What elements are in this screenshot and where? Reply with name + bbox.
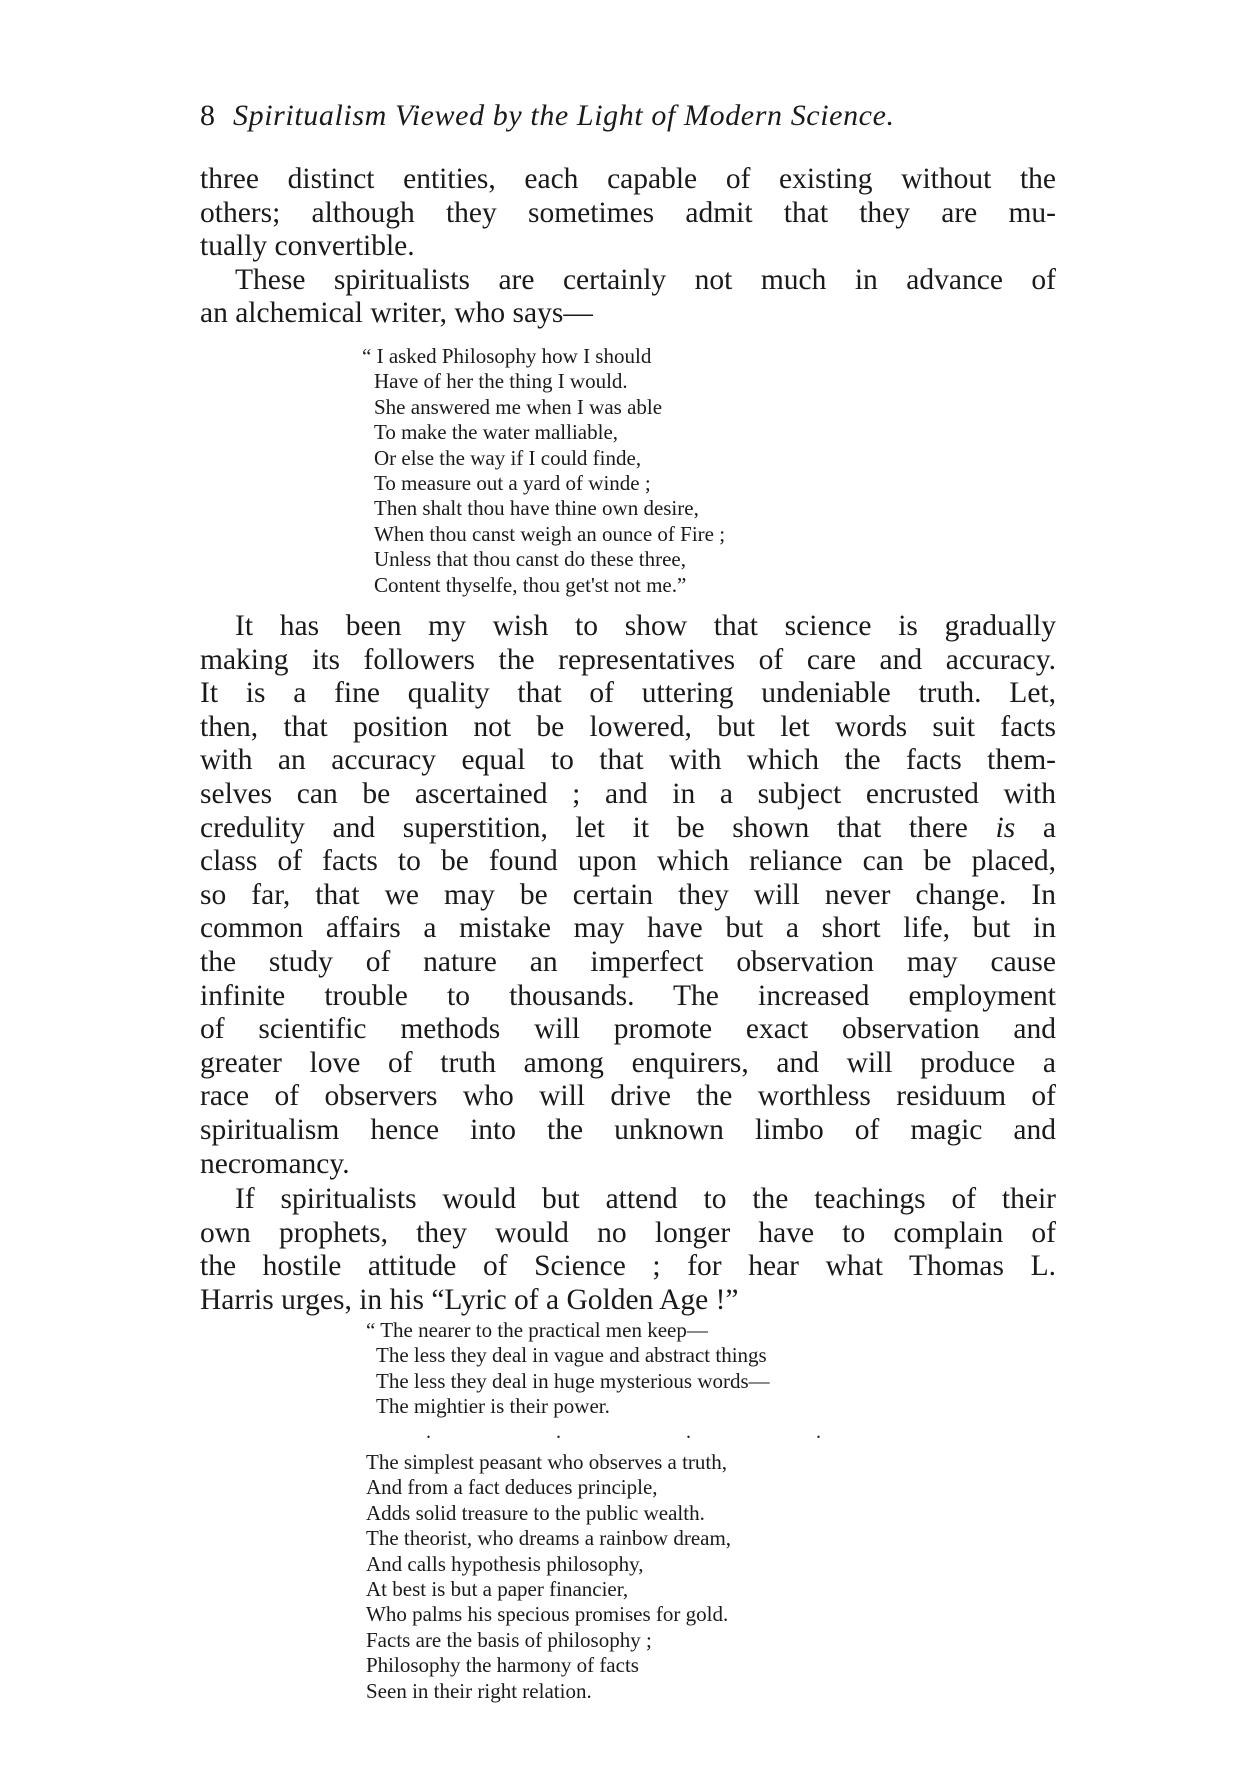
verse-line: When thou canst weigh an ounce of Fire ; [374,521,726,546]
science-paragraph-block [200,610,1056,1181]
running-title: Spiritualism Viewed by the Light of Modern Science. [233,99,895,132]
harris-verse-part1 [366,1318,881,1445]
text-line: of scientific methods will promote exact observation and [200,1013,1056,1046]
text-line: the hostile attitude of Science ; for hear what Thomas L. [200,1250,1056,1283]
harris-verse-part2 [366,1450,731,1704]
opening-paragraphs [200,163,1056,331]
verse-line: Or else the way if I could finde, [374,445,642,470]
text-line: class of facts to be found upon which reliance can be placed, [200,845,1056,878]
text-line: If spiritualists would but attend to the teachings of their [235,1183,1056,1215]
verse-line: The simplest peasant who observes a truth, [366,1450,727,1474]
paragraph-alchemical [200,264,1056,331]
text-line: Harris urges, in his “Lyric of a Golden Age !” [200,1283,739,1316]
emphasized-word: is [995,811,1016,844]
text-line-emphasis [200,812,1056,846]
verse-line: To measure out a yard of winde ; [374,471,651,496]
verse-line: The less they deal in huge mysterious words— [376,1368,770,1393]
verse-line: The mightier is their power. [376,1394,610,1419]
verse-line: Philosophy the harmony of facts [366,1653,639,1678]
running-header [200,96,1060,136]
verse-line: Facts are the basis of philosophy ; [366,1627,652,1652]
text-segment: credulity and superstition, let it be shown that there [200,811,968,844]
text-line: common affairs a mistake may have but a short life, but in [200,912,1056,945]
verse-line: Unless that thou canst do these three, [374,547,687,572]
verse-line: Have of her the thing I would. [374,369,628,394]
text-line: necromancy. [200,1147,350,1180]
verse-line: The less they deal in vague and abstract things [376,1343,767,1368]
verse-line: Then shalt thou have thine own desire, [374,496,699,521]
verse-line: Seen in their right relation. [366,1678,592,1703]
text-line: with an accuracy equal to that with which the facts them- [200,744,1056,777]
text-line: own prophets, they would no longer have to complain of [200,1216,1056,1249]
text-line: It has been my wish to show that science is gradually [235,610,1056,642]
text-line: spiritualism hence into the unknown limbo of magic and [200,1113,1056,1146]
text-line: It is a fine quality that of uttering undeniable truth. Let, [200,677,1056,710]
paragraph-prophets [200,1183,1056,1317]
text-line: others; although they sometimes admit that they are mu- [200,196,1056,229]
paragraph-continuation [200,163,1056,264]
verse-line: And from a fact deduces principle, [366,1475,658,1500]
paragraph-science [200,610,1056,1181]
verse-line: The theorist, who dreams a rainbow dream, [366,1526,732,1551]
text-line: race of observers who will drive the worthless residuum of [200,1080,1056,1113]
ellipsis-separator: . . . . [426,1420,881,1443]
verse-line: To make the water malliable, [374,420,619,445]
verse-line: “ I asked Philosophy how I should [362,344,652,368]
verse-line: At best is but a paper financier, [366,1577,629,1602]
page-number: 8 [200,99,215,132]
text-line: tually convertible. [200,230,415,263]
text-line: greater love of truth among enquirers, and will produce a [200,1046,1056,1079]
verse-line: Content thyselfe, thou get'st not me.” [374,572,687,597]
text-line: then, that position not be lowered, but let words suit facts [200,710,1056,743]
text-line: making its followers the representatives of care and accuracy. [200,643,1056,676]
text-line: the study of nature an imperfect observation may cause [200,945,1056,978]
text-line: three distinct entities, each capable of existing without the [200,163,1056,195]
text-line: so far, that we may be certain they will never change. In [200,878,1056,911]
verse-line: She answered me when I was able [374,394,663,419]
verse-line: Adds solid treasure to the public wealth. [366,1500,705,1525]
verse-line: And calls hypothesis philosophy, [366,1551,644,1576]
prophets-paragraph-block [200,1183,1056,1317]
text-segment: a [1042,811,1057,844]
text-line: selves can be ascertained ; and in a subject encrusted with [200,777,1056,810]
text-line: These spiritualists are certainly not much in advance of [235,263,1056,296]
text-line: an alchemical writer, who says— [200,297,593,330]
text-line: infinite trouble to thousands. The increased employment [200,979,1056,1012]
verse-line: “ The nearer to the practical men keep— [366,1318,708,1342]
verse-line: Who palms his specious promises for gold. [366,1602,729,1627]
alchemical-verse [362,344,725,598]
